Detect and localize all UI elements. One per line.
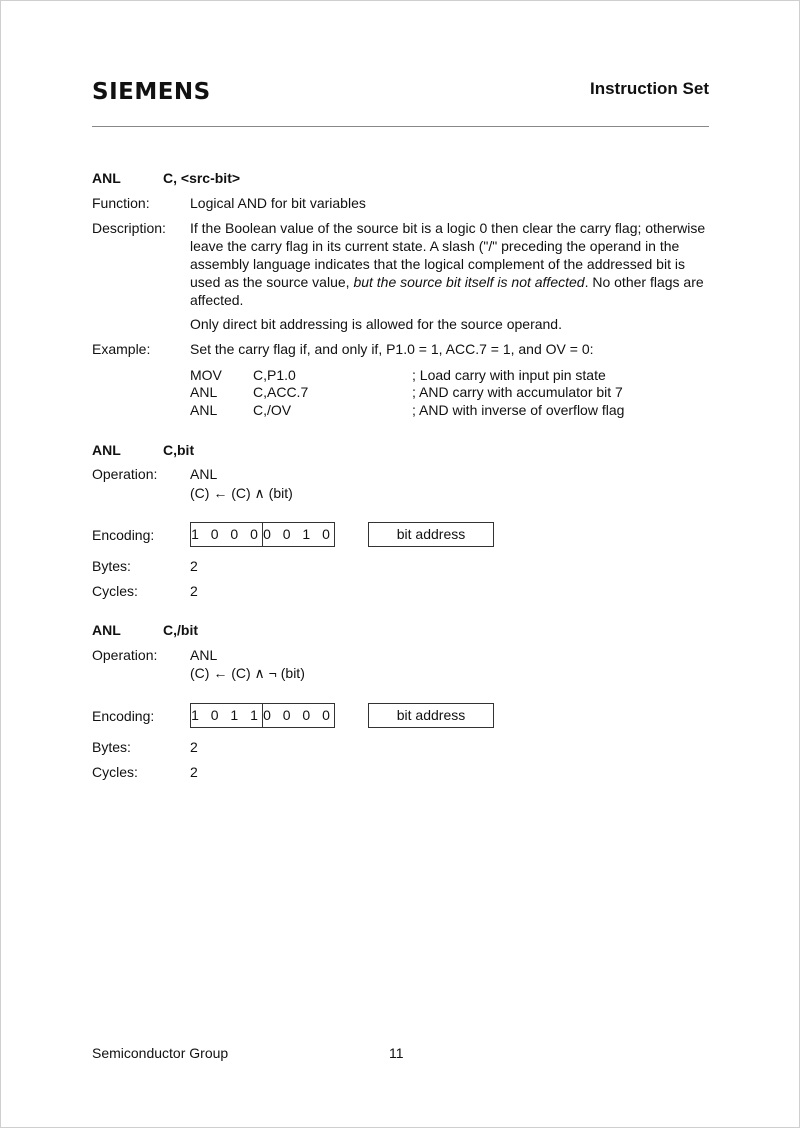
cycles-value: 2 <box>190 583 198 599</box>
function-text: Logical AND for bit variables <box>190 195 366 211</box>
variant-mnemonic: ANL <box>92 442 121 458</box>
encoding-opcode-box <box>190 703 335 728</box>
variant-operands: C,bit <box>163 442 195 458</box>
variant-operands: C,/bit <box>163 622 198 638</box>
bytes-label: Bytes: <box>92 558 131 574</box>
encoding-high-nibble: 1 0 1 1 <box>191 707 262 723</box>
operation-line2: (C) ← (C) ∧ ¬ (bit) <box>190 665 305 681</box>
description-part1: If the Boolean value of the source bit is a logic 0 then clear the carry flag; otherwise leave the carry flag in its current state. A slash ("/" preceding the operand in the assembly language indicates that the logical complement of the addressed bit is used as the source value, <box>190 220 706 290</box>
code-args: C,ACC.7 <box>253 384 309 400</box>
code-op: ANL <box>190 402 218 418</box>
bytes-value: 2 <box>190 739 198 755</box>
encoding-opcode-box <box>190 522 335 547</box>
encoding-operand-box: bit address <box>368 522 494 547</box>
instruction-operands: C, <src-bit> <box>163 170 241 186</box>
description-part2: . No other flags are affected. <box>190 274 704 308</box>
description-note: Only direct bit addressing is allowed for the source operand. <box>190 316 562 332</box>
code-op: MOV <box>190 367 222 383</box>
bytes-value: 2 <box>190 558 198 574</box>
encoding-label: Encoding: <box>92 527 155 543</box>
cycles-value: 2 <box>190 764 198 780</box>
operation-label: Operation: <box>92 647 158 663</box>
description-italic: but the source bit itself is not affected <box>353 274 585 290</box>
header-rule <box>92 126 709 127</box>
siemens-logo: SIEMENS <box>92 79 211 105</box>
operation-line1: ANL <box>190 647 218 663</box>
instruction-mnemonic: ANL <box>92 170 121 186</box>
code-comment: ; Load carry with input pin state <box>412 367 606 383</box>
footer-publisher: Semiconductor Group <box>92 1045 229 1061</box>
operation-line2: (C) ← (C) ∧ (bit) <box>190 485 293 501</box>
encoding-operand-box: bit address <box>368 703 494 728</box>
example-text: Set the carry flag if, and only if, P1.0 = 1, ACC.7 = 1, and OV = 0: <box>190 341 594 357</box>
code-args: C,/OV <box>253 402 292 418</box>
encoding-label: Encoding: <box>92 708 155 724</box>
encoding-high-nibble: 1 0 0 0 <box>191 526 262 542</box>
code-comment: ; AND with inverse of overflow flag <box>412 402 625 418</box>
operation-line1: ANL <box>190 466 218 482</box>
description-label: Description: <box>92 220 166 236</box>
code-comment: ; AND carry with accumulator bit 7 <box>412 384 623 400</box>
encoding-low-nibble: 0 0 1 0 <box>262 523 334 546</box>
bytes-label: Bytes: <box>92 739 131 755</box>
description-text <box>190 219 715 309</box>
example-label: Example: <box>92 341 151 357</box>
function-label: Function: <box>92 195 150 211</box>
header-title: Instruction Set <box>589 79 709 98</box>
cycles-label: Cycles: <box>92 764 138 780</box>
page-number: 11 <box>389 1045 404 1061</box>
code-args: C,P1.0 <box>253 367 296 383</box>
encoding-low-nibble: 0 0 0 0 <box>262 704 334 727</box>
code-op: ANL <box>190 384 218 400</box>
variant-mnemonic: ANL <box>92 622 121 638</box>
cycles-label: Cycles: <box>92 583 138 599</box>
operation-label: Operation: <box>92 466 158 482</box>
